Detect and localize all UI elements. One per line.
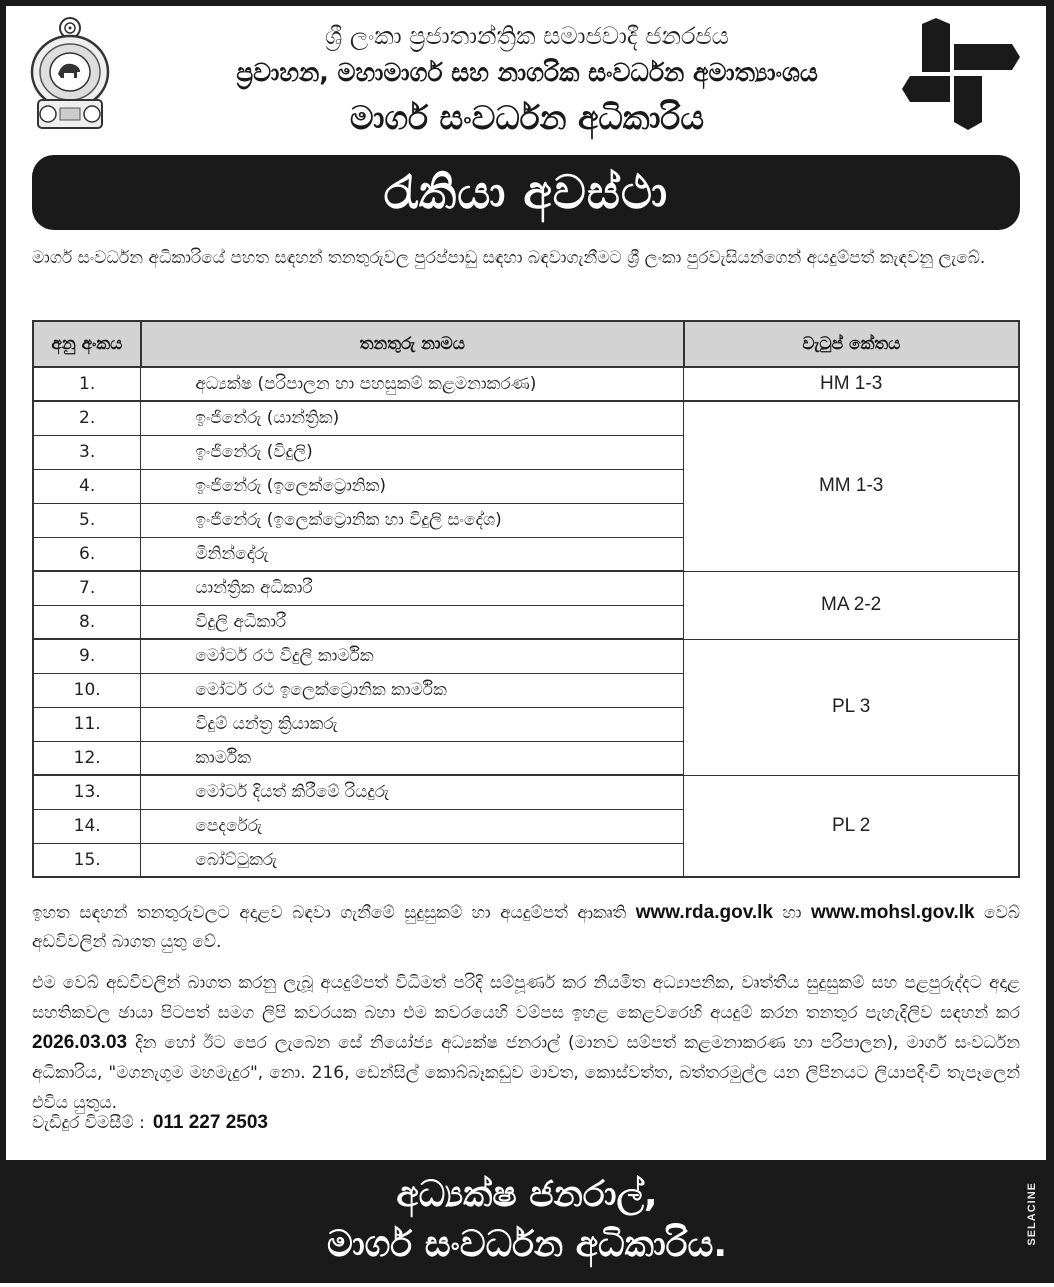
table-row bbox=[33, 639, 1019, 673]
salary-code: HM 1-3 bbox=[684, 367, 1019, 401]
post-name: විදුම් යන්ත්‍ර ක්‍රියාකරු bbox=[141, 707, 684, 741]
vacancies-table bbox=[32, 320, 1020, 878]
authority-name: මාර්ග සංවර්ධන අධිකාරිය bbox=[349, 98, 705, 137]
post-name: අධ්‍යක්ෂ (පරිපාලන හා පහසුකම් කළමනාකරණ) bbox=[141, 367, 684, 401]
header bbox=[0, 0, 1054, 150]
row-number: 15. bbox=[33, 843, 141, 877]
agency-watermark: SELACINE bbox=[1026, 1182, 1038, 1246]
row-number: 4. bbox=[33, 469, 141, 503]
closing-date: 2026.03.03 bbox=[32, 1032, 128, 1053]
row-number: 11. bbox=[33, 707, 141, 741]
contact-phone: 011 227 2503 bbox=[152, 1112, 268, 1133]
row-number: 9. bbox=[33, 639, 141, 673]
post-name: යාන්ත්‍රික අධිකාරී bbox=[141, 571, 684, 605]
table-row bbox=[33, 571, 1019, 605]
row-number: 1. bbox=[33, 367, 141, 401]
signatory-organization: මාර්ග සංවර්ධන අධිකාරිය. bbox=[326, 1224, 728, 1265]
submission-instructions-paragraph bbox=[32, 968, 1020, 1118]
post-name: පෙදරේරු bbox=[141, 809, 684, 843]
post-name: ඉංජිනේරු (යාන්ත්‍රික) bbox=[141, 401, 684, 435]
post-name: ඉංජිනේරු (විදුලි) bbox=[141, 435, 684, 469]
para1-text-b: හා bbox=[773, 903, 811, 923]
salary-code: PL 3 bbox=[684, 639, 1019, 775]
salary-code: MM 1-3 bbox=[684, 401, 1019, 571]
post-name: මෝටර් රථ විදුලි කාර්මික bbox=[141, 639, 684, 673]
post-name: ඉංජිනේරු (ඉලෙක්ට්‍රොනික) bbox=[141, 469, 684, 503]
post-name: ඉංජිනේරු (ඉලෙක්ට්‍රොනික හා විදුලි සංදේශ) bbox=[141, 503, 684, 537]
post-name: මිනින්දෝරු bbox=[141, 537, 684, 571]
ministry-name: ප්‍රවාහන, මහාමාර්ග සහ නාගරික සංවර්ධන අමාත්‍යාංශය bbox=[236, 58, 818, 87]
contact-label: වැඩිදුර විමසීම් : bbox=[32, 1113, 145, 1133]
signature-footer bbox=[0, 1160, 1054, 1283]
salary-code: PL 2 bbox=[684, 775, 1019, 877]
mohsl-website-link[interactable]: www.mohsl.gov.lk bbox=[810, 902, 975, 923]
post-name: මෝටර් දියත් කිරීමේ රියදුරු bbox=[141, 775, 684, 809]
contact-info bbox=[32, 1112, 268, 1134]
post-name: විදුලි අධිකාරී bbox=[141, 605, 684, 639]
table-row bbox=[33, 401, 1019, 435]
header-post-name: තනතුරු නාමය bbox=[141, 321, 684, 367]
row-number: 3. bbox=[33, 435, 141, 469]
title-banner bbox=[32, 155, 1020, 230]
row-number: 2. bbox=[33, 401, 141, 435]
row-number: 5. bbox=[33, 503, 141, 537]
header-salary-code: වැටුප් කේතය bbox=[684, 321, 1019, 367]
forms-download-paragraph bbox=[32, 898, 1020, 957]
post-name: බෝට්ටුකරු bbox=[141, 843, 684, 877]
header-serial-no: අනු අංකය bbox=[33, 321, 141, 367]
row-number: 13. bbox=[33, 775, 141, 809]
table-header-row bbox=[33, 321, 1019, 367]
republic-name: ශ්‍රී ලංකා ප්‍රජාතාන්ත්‍රික සමාජවාදී ජනරජය bbox=[325, 22, 729, 50]
row-number: 12. bbox=[33, 741, 141, 775]
row-number: 10. bbox=[33, 673, 141, 707]
rda-logo-icon bbox=[898, 14, 1028, 132]
row-number: 14. bbox=[33, 809, 141, 843]
row-number: 7. bbox=[33, 571, 141, 605]
para2-text-b: දින හෝ ඊට පෙර ලැබෙන සේ නියෝජ්‍ය අධ්‍යක්ෂ ජනරාල් (මානව සම්පත් කළමනාකරණ හා පරිපාලන), මාර්ග සංවර්ධන අධිකාරිය, "මගනැගුම මහමැදුර", නො. 216, ඩෙන්සිල් කොබ්බෑකඩුව මාවත, කොස්වත්ත, බත්තරමුල්ල යන ලිපිනයට ලියාපදිංචි තැපෑලෙන් එවිය යුතුය. bbox=[32, 1033, 1020, 1113]
rda-website-link[interactable]: www.rda.gov.lk bbox=[635, 902, 773, 923]
post-name: මෝටර් රථ ඉලෙක්ට්‍රොනික කාර්මික bbox=[141, 673, 684, 707]
intro-paragraph: මාර්ග සංවර්ධන අධිකාරියේ පහත සඳහන් තනතුරුවල පුරප්පාඩු සඳහා බඳවාගැනීමට ශ්‍රී ලංකා පුරවැසියන්ගෙන් අයදුම්පත් කැඳවනු ලැබේ. bbox=[32, 248, 986, 268]
para1-text-c: වෙබ් අඩවිවලින් බාගත යුතු වේ. bbox=[32, 903, 1021, 952]
table-row bbox=[33, 367, 1019, 401]
row-number: 6. bbox=[33, 537, 141, 571]
signatory-title: අධ්‍යක්ෂ ජනරාල්, bbox=[396, 1174, 658, 1215]
row-number: 8. bbox=[33, 605, 141, 639]
banner-title: රැකියා අවස්ථා bbox=[383, 164, 669, 219]
para2-text-a: එම වෙබ් අඩවිවලින් බාගත කරනු ලැබූ අයදුම්පත් විධිමත් පරිදි සම්පූර්ණ කර නියමිත අධ්‍යාපනික, වෘත්තීය සුදුසුකම් සහ පළපුරුද්දට අදාළ සහතිකවල ඡායා පිටපත් සමග ලිපි කවරයක බහා එම කවරයෙහි වම්පස ඉහළ කෙළවරෙහි අයදුම් කරන තනතුර පැහැදිලිව සඳහන් කර bbox=[32, 973, 1020, 1023]
table-row bbox=[33, 775, 1019, 809]
para1-text-a: ඉහත සඳහන් තනතුරුවලට අදාළව බඳවා ගැනීමේ සුදුසුකම් හා අයදුම්පත් ආකෘති bbox=[32, 903, 636, 923]
salary-code: MA 2-2 bbox=[684, 571, 1019, 639]
post-name: කාර්මික bbox=[141, 741, 684, 775]
